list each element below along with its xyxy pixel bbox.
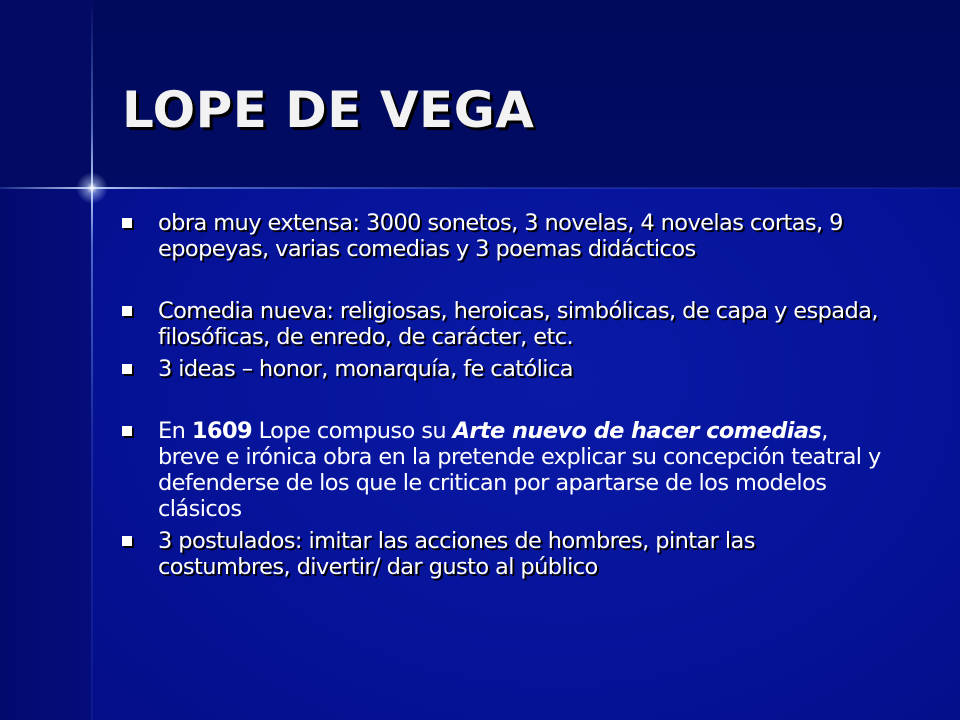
horizontal-glow-line (0, 187, 960, 189)
bullet-list (120, 210, 890, 580)
work-title-arte-nuevo: Arte nuevo de hacer comedias (452, 418, 822, 444)
bullet-text: 3 ideas – honor, monarquía, fe católica (158, 356, 573, 382)
square-bullet-icon (122, 306, 132, 316)
bullet-item-ideas (120, 356, 890, 382)
bullet-text: obra muy extensa: 3000 sonetos, 3 novelas, 4 novelas cortas, 9 epopeyas, varias comedias y 3 poemas didácticos (158, 210, 843, 262)
square-bullet-icon (122, 426, 132, 436)
bullet-text: 3 postulados: imitar las acciones de hombres, pintar las costumbres, divertir/ dar gusto al público (158, 528, 755, 580)
bullet-item-postulados (120, 528, 890, 580)
square-bullet-icon (122, 218, 132, 228)
square-bullet-icon (122, 536, 132, 546)
bullet-item-obra (120, 210, 890, 262)
bullet-text-part3: , breve e irónica obra en la pretende explicar su concepción teatral y defenderse de los que le critican por apartarse de los modelos clásicos (158, 418, 881, 522)
square-bullet-icon (122, 364, 132, 374)
slide-title: LOPE DE VEGA (122, 81, 535, 139)
top-left-corner-decoration (0, 0, 92, 188)
bullet-item-arte-nuevo (120, 418, 890, 522)
vertical-glow-line (91, 0, 93, 720)
bullet-text-part2: Lope compuso su (252, 418, 453, 444)
year-1609: 1609 (191, 418, 253, 444)
bullet-text-part1: En (158, 418, 192, 444)
sparkle-star-icon (76, 172, 108, 204)
bullet-item-comedia-nueva (120, 298, 890, 350)
bullet-text: Comedia nueva: religiosas, heroicas, simbólicas, de capa y espada, filosóficas, de enredo, de carácter, etc. (158, 298, 878, 350)
